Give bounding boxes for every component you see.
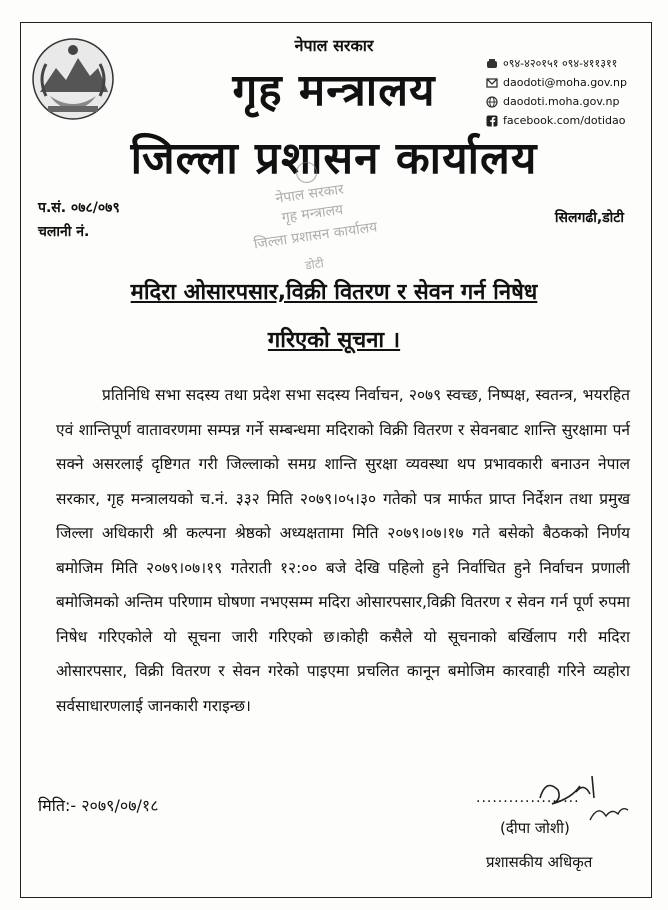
office-stamp xyxy=(228,158,398,276)
facebook-row xyxy=(486,111,627,130)
globe-icon xyxy=(486,96,498,108)
notice-title-line-1: मदिरा ओसारपसार,विक्री वितरण र सेवन गर्न निषेध xyxy=(130,280,538,305)
notice-body: प्रतिनिधि सभा सदस्य तथा प्रदेश सभा सदस्य निर्वाचन, २०७९ स्वच्छ, निष्पक्ष, स्वतन्त्र, भयरहित एवं शान्तिपूर्ण वातावरणमा सम्पन्न गर्ने सम्बन्धमा मदिराको विक्री वितरण र सेवनबाट शान्ति सुरक्षामा पर्न सक्ने असरलाई दृष्टिगत गरी जिल्लाको समग्र शान्ति सुरक्षा व्यवस्था थप प्रभावकारी बनाउन नेपाल सरकार, गृह मन्त्रालयको च.नं. ३३२ मिति २०७९।०५।३० गतेको पत्र मार्फत प्राप्त निर्देशन तथा प्रमुख जिल्ला अधिकारी श्री कल्पना श्रेष्ठको अध्यक्षतामा मिति २०७९।०७।१७ गते बसेको बैठकको निर्णय बमोजिम मिति २०७९।०७।१९ गतेराती १२:०० बजे देखि पहिलो हुने निर्वाचित हुने निर्वाचन प्रणाली बमोजिमको अन्तिम परिणाम घोषणा नभएसम्म मदिरा ओसारपसार,विक्री वितरण र सेवन गर्न पूर्ण रुपमा निषेध गरिएकोले यो सूचना जारी गरिएको छ।कोही कसैले यो सूचनाको बर्खिलाप गरी मदिरा ओसारपसार, विक्री वितरण र सेवन गरेको पाइएमा प्रचलित कानून बमोजिम कारवाही गरिने व्यहोरा सर्वसाधारणलाई जानकारी गराइन्छ। xyxy=(56,386,630,715)
website-link[interactable]: daodoti.moha.gov.np xyxy=(503,95,620,108)
notice-date: मिति:- २०७९/०७/१८ xyxy=(38,796,159,815)
office-title: जिल्ला प्रशासन कार्यालय xyxy=(130,133,538,184)
stamp-line-1: नेपाल सरकार xyxy=(274,181,345,207)
stamp-line-3: जिल्ला प्रशासन कार्यालय xyxy=(252,219,379,253)
phone-row xyxy=(486,54,627,73)
email-address[interactable]: daodoti@moha.gov.np xyxy=(503,76,628,89)
government-label: नेपाल सरकार xyxy=(294,36,374,55)
signatory-title: प्रशासकीय अधिकृत xyxy=(486,853,593,871)
reference-block xyxy=(38,196,120,244)
ministry-title: गृह मन्त्रालय xyxy=(232,65,436,116)
dispatch-number: चलानी नं. xyxy=(38,224,90,240)
phone-numbers: ०९४-४२०१५१ ०९४-४११३११ xyxy=(503,57,618,70)
signatory-name: (दीपा जोशी) xyxy=(500,819,570,837)
notice-title-line-2: गरिएको सूचना । xyxy=(267,328,401,353)
stamp-line-2: गृह मन्त्रालय xyxy=(280,201,345,227)
contact-block xyxy=(486,54,627,130)
email-icon xyxy=(486,77,498,89)
signature-line: ................... xyxy=(476,790,580,806)
facebook-link[interactable]: facebook.com/dotidao xyxy=(503,114,626,127)
website-row xyxy=(486,92,627,111)
stamp-line-4: डोटी xyxy=(304,256,325,273)
facebook-icon xyxy=(486,115,498,127)
office-location: सिलगढी,डोटी xyxy=(554,210,624,226)
email-row xyxy=(486,73,627,92)
reference-number: प.सं. ०७८/०७९ xyxy=(38,200,120,216)
phone-icon xyxy=(486,58,498,70)
